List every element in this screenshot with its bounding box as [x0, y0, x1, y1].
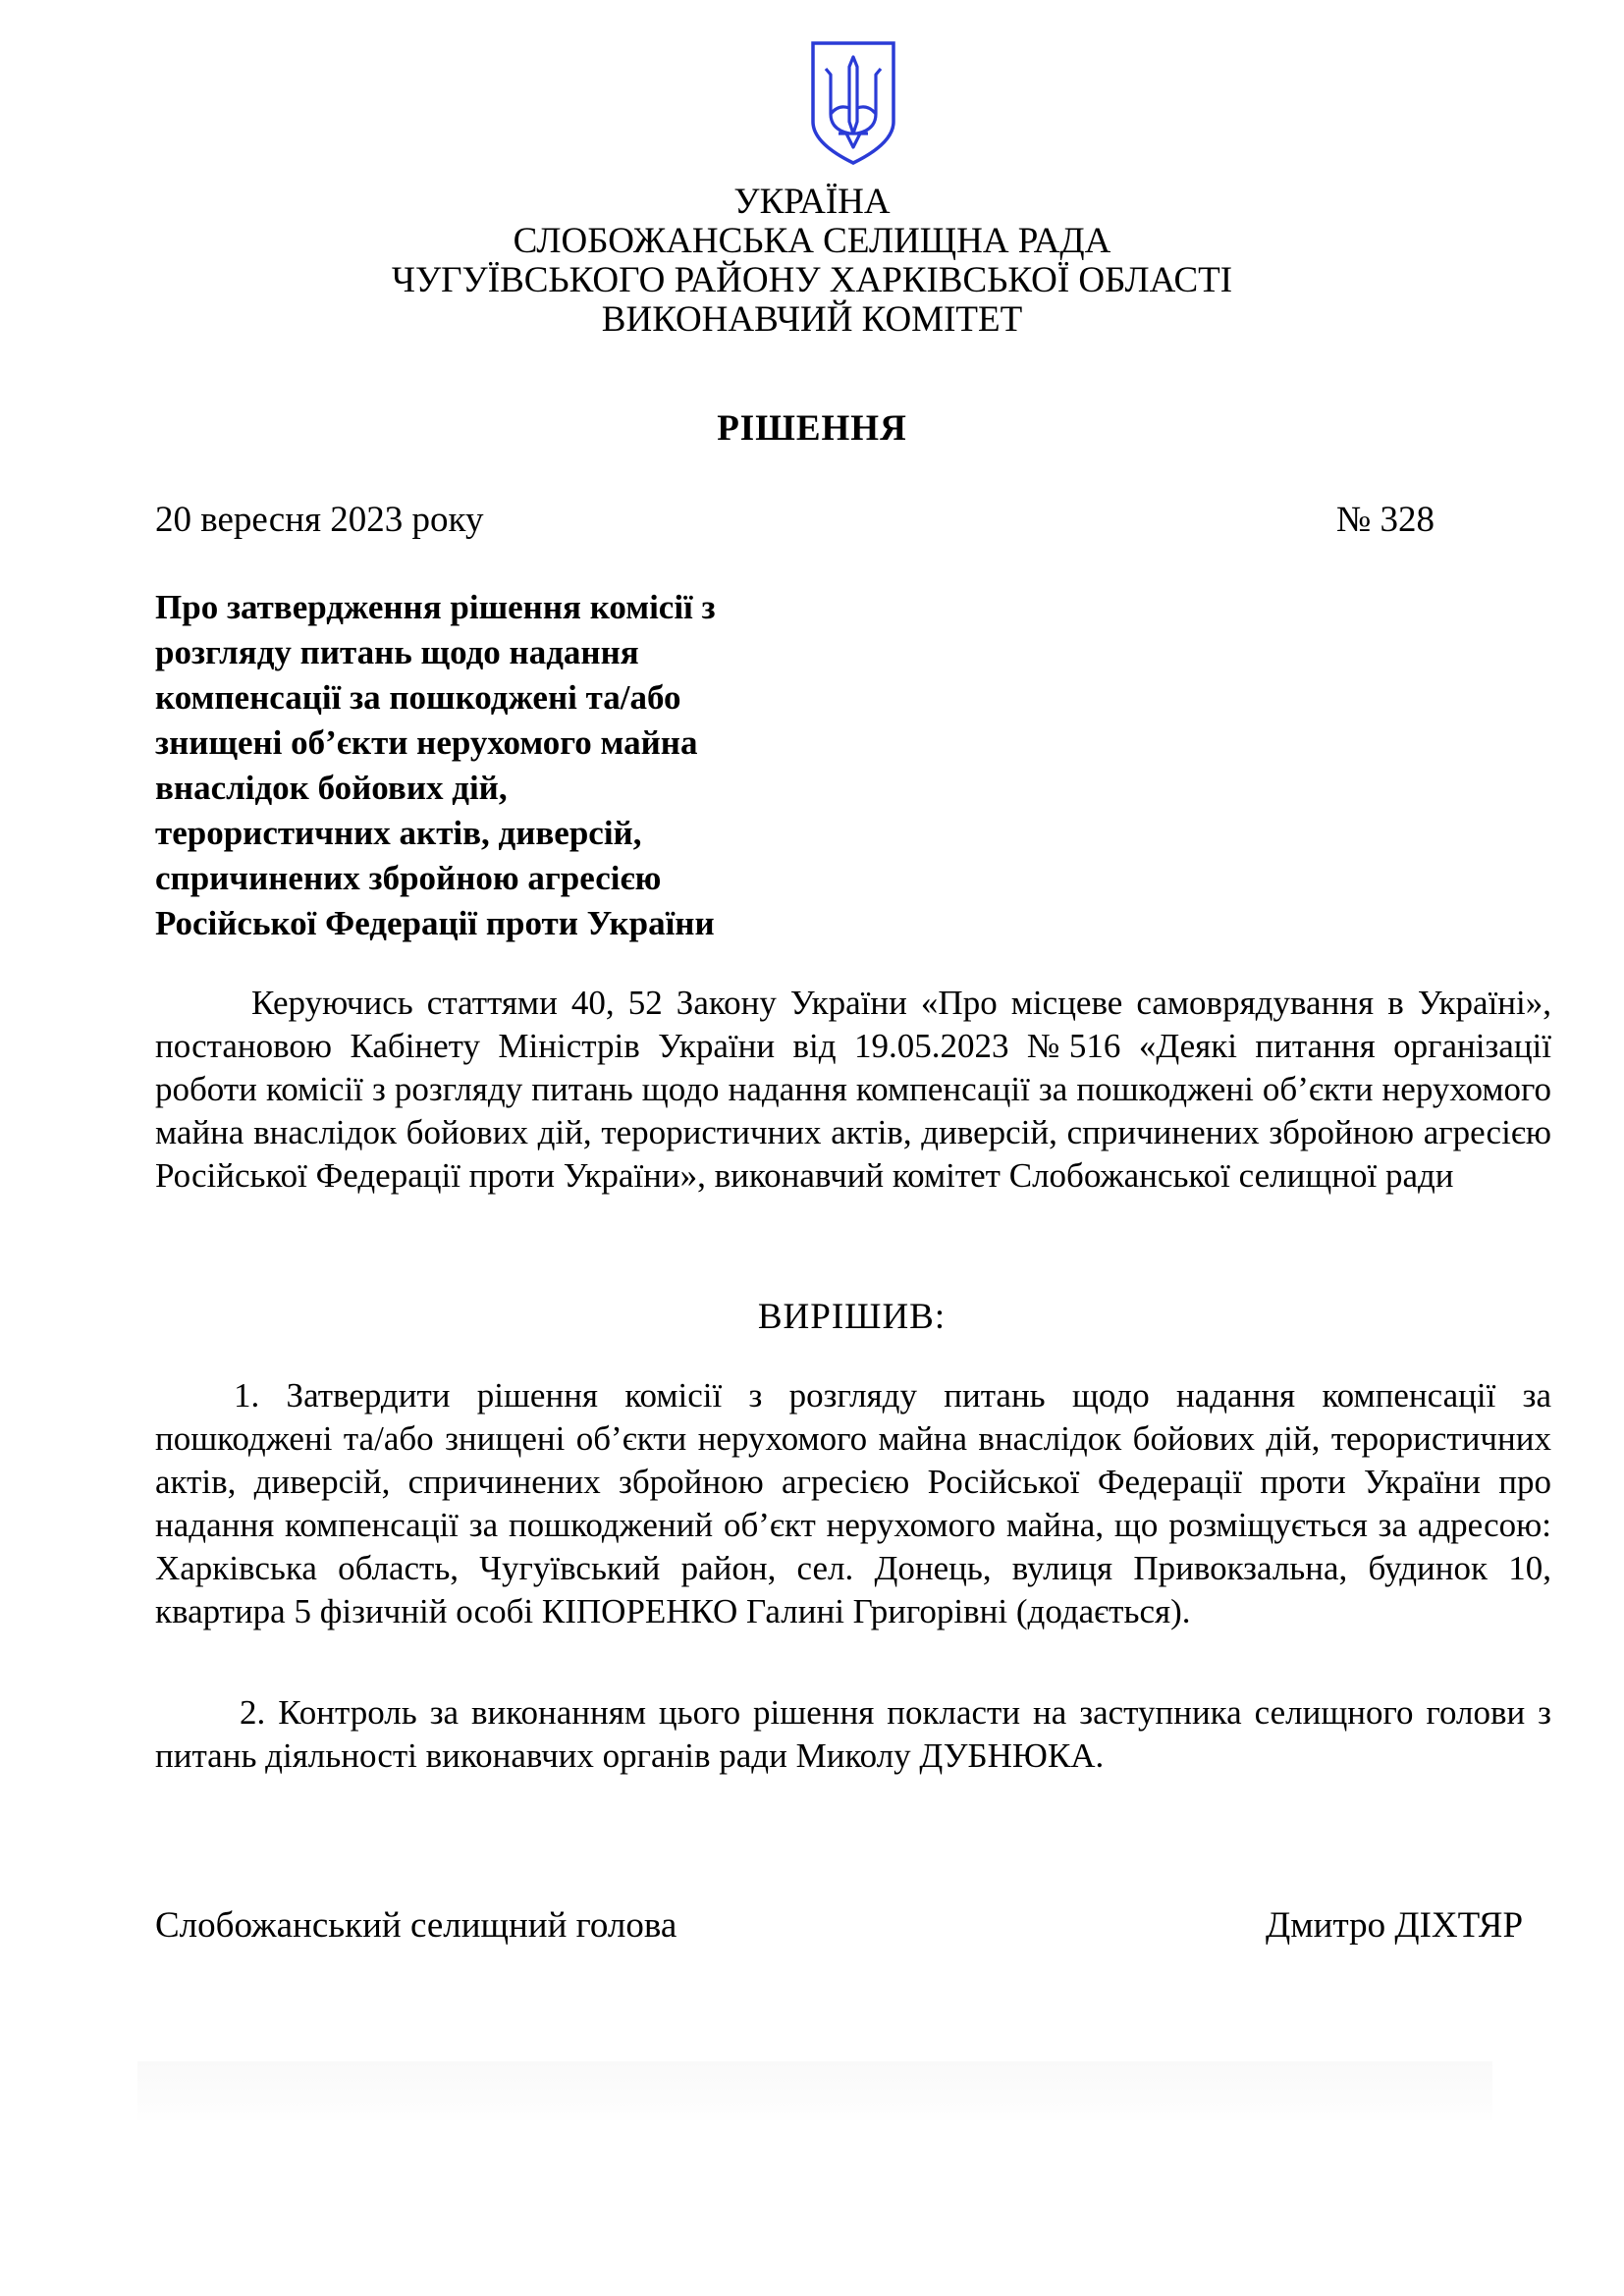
subject-line: компенсації за пошкоджені та/або: [155, 678, 681, 717]
subject-line: терористичних актів, диверсій,: [155, 814, 642, 852]
subject-line: спричинених збройною агресією: [155, 859, 662, 897]
document-title: РІШЕННЯ: [717, 408, 907, 449]
signatory-name: Дмитро ДІХТЯР: [1266, 1905, 1524, 1946]
document-subject: [155, 585, 842, 946]
subject-line: знищені об’єкти нерухомого майна: [155, 723, 698, 762]
header-country: УКРАЇНА: [733, 182, 891, 222]
issuer-header: [0, 183, 1624, 340]
header-council: СЛОБОЖАНСЬКА СЕЛИЩНА РАДА: [513, 221, 1111, 261]
signatory-position: Слобожанський селищний голова: [155, 1905, 677, 1946]
decided-heading: ВИРІШИВ:: [757, 1297, 947, 1337]
subject-line: Російської Федерації проти України: [155, 904, 715, 942]
subject-line: розгляду питань щодо надання: [155, 633, 639, 671]
subject-line: внаслідок бойових дій,: [155, 769, 508, 807]
header-district: ЧУГУЇВСЬКОГО РАЙОНУ ХАРКІВСЬКОЇ ОБЛАСТІ: [391, 260, 1233, 300]
subject-line: Про затвердження рішення комісії з: [155, 588, 716, 626]
document-number: № 328: [1336, 500, 1435, 540]
decision-item-1: 1. Затвердити рішення комісії з розгляду питань щодо надання компенсації за пошкоджені та/або знищені об’єкти нерухомого майна внаслідок бойових дій, терористичних актів, диверсій, спричинених збройною агресією Російської Федерації проти України про надання компенсації за пошкоджений об’єкт нерухомого майна, що розміщується за адресою: Харківська область, Чугуївський район, сел. Донець, вулиця Привокзальна, будинок 10, квартира 5 фізичній особі КІПОРЕНКО Галині Григорівні (додається).: [155, 1376, 1551, 1630]
scan-artifact: [137, 2061, 1492, 2120]
document-date: 20 вересня 2023 року: [155, 500, 484, 540]
decision-item-2: 2. Контроль за виконанням цього рішення покласти на заступника селищного голови з питань діяльності виконавчих органів ради Миколу ДУБНЮКА.: [155, 1693, 1551, 1775]
ukraine-trident-icon: [809, 39, 897, 167]
header-committee: ВИКОНАВЧИЙ КОМІТЕТ: [601, 299, 1023, 340]
preamble-paragraph: Керуючись статтями 40, 52 Закону України «Про місцеве самоврядування в Україні», постановою Кабінету Міністрів України від 19.05.2023 №516 «Деякі питання організації роботи комісії з розгляду питань щодо надання компенсації за пошкоджені об’єкти нерухомого майна внаслідок бойових дій, терористичних актів, диверсій, спричинених збройною агресією Російської Федерації проти України», виконавчий комітет Слобожанської селищної ради: [155, 984, 1551, 1195]
